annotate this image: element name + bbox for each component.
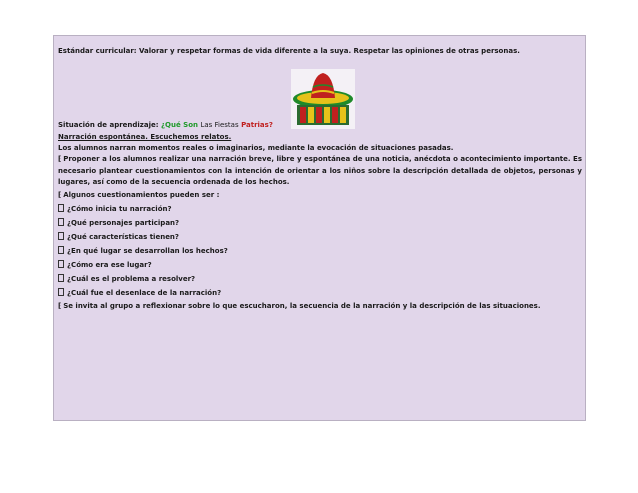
standard-label: Estándar curricular: xyxy=(58,47,137,55)
situation-line xyxy=(58,120,273,131)
bullet-icon: ⁅ xyxy=(58,302,62,310)
checkbox-icon xyxy=(58,232,64,240)
list-item: ¿En qué lugar se desarrollan los hechos? xyxy=(58,246,228,257)
questions-intro-line xyxy=(58,190,219,201)
list-item: ¿Qué características tienen? xyxy=(58,232,179,243)
sombrero-icon xyxy=(291,69,355,129)
checkbox-icon xyxy=(58,274,64,282)
list-item: ¿Qué personajes participan? xyxy=(58,218,179,229)
standard-text: Valorar y respetar formas de vida diferente a la suya. Respetar las opiniones de otras personas. xyxy=(139,47,520,55)
list-item: ¿Cuál es el problema a resolver? xyxy=(58,274,195,285)
checkbox-icon xyxy=(58,288,64,296)
situation-label: Situación de aprendizaje: xyxy=(58,121,159,129)
narration-title: Narración espontánea. Escuchemos relatos. xyxy=(58,133,232,141)
bullet-icon: ⁅ xyxy=(58,191,62,199)
situation-son: Son xyxy=(183,121,199,129)
list-item: ¿Cuál fue el desenlace de la narración? xyxy=(58,288,221,299)
content-panel xyxy=(53,35,586,421)
situation-las-fiestas: Las Fiestas xyxy=(200,121,239,129)
questions-intro: Algunos cuestionamientos pueden ser : xyxy=(63,191,220,199)
fiestas-patrias-illustration xyxy=(291,69,355,129)
situation-q-open: ¿Qué xyxy=(160,121,181,129)
list-item: ¿Cómo inicia tu narración? xyxy=(58,204,172,215)
narration-body: Los alumnos narran momentos reales o imaginarios, mediante la evocación de situaciones pasadas. xyxy=(58,144,454,152)
proposal-paragraph xyxy=(58,154,582,189)
checkbox-icon xyxy=(58,246,64,254)
closing-text: Se invita al grupo a reflexionar sobre lo que escucharon, la secuencia de la narración y la descripción de las situaciones. xyxy=(63,302,541,310)
bullet-icon: ⁅ xyxy=(58,155,62,163)
checkbox-icon xyxy=(58,204,64,212)
situation-patrias: Patrias? xyxy=(241,121,273,129)
list-item: ¿Cómo era ese lugar? xyxy=(58,260,152,271)
closing-line xyxy=(58,301,541,312)
checkbox-icon xyxy=(58,218,64,226)
standard-line xyxy=(58,46,520,57)
checkbox-icon xyxy=(58,260,64,268)
proposal-text: Proponer a los alumnos realizar una narración breve, libre y espontánea de una noticia, anécdota o acontecimiento importante. Es necesario plantear cuestionamientos con la intención de orientar a los niños sobre la descripción detallada de objetos, personas y lugares, así como de la secuencia ordenada de los hechos. xyxy=(58,155,582,186)
